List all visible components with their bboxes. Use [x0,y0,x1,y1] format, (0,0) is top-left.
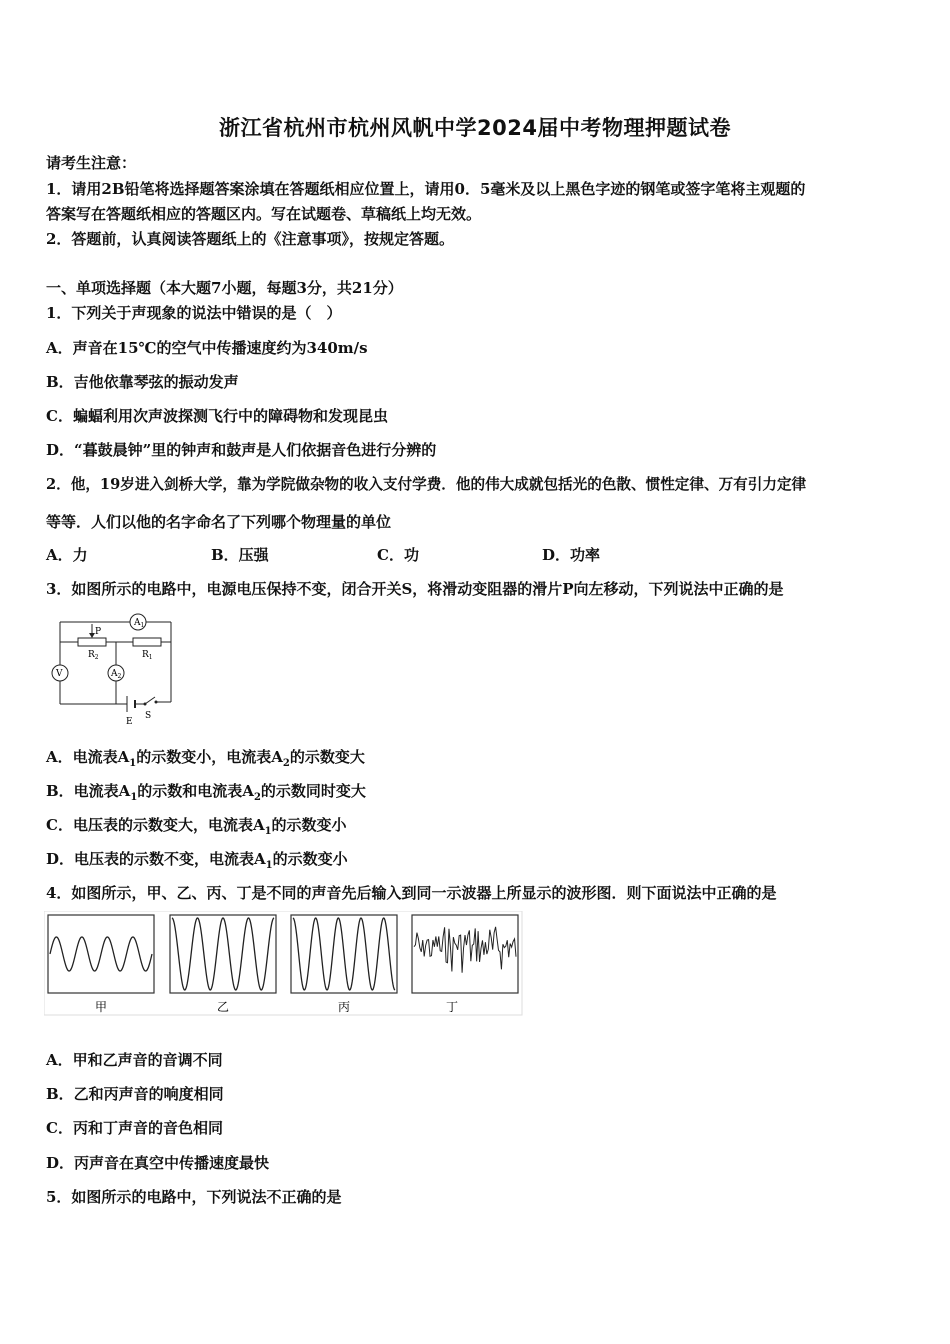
label-s: S [145,711,152,721]
q4-option-c: C．丙和丁声音的音色相同 [46,1119,223,1137]
circuit-diagram [44,606,184,730]
resistor-r1 [133,638,161,646]
waveform-label-ding: 丁 [445,1000,459,1014]
notice-line-1: 1．请用2B铅笔将选择题答案涂填在答题纸相应位置上，请用0．5毫米及以上黑色字迹的钢笔或签字笔将主观题的 [46,180,806,198]
notice-line-3: 2．答题前，认真阅读答题纸上的《注意事项》，按规定答题。 [46,230,454,248]
q1-option-b: B．吉他依靠琴弦的振动发声 [46,373,239,391]
section-heading: 一、单项选择题（本大题7小题，每题3分，共21分） [46,279,403,297]
q3-option-a: A．电流表$A_1$的示数变小，电流表$A_2$的示数变大 [46,748,365,769]
label-r1-sub: 1 [148,654,153,661]
label-a2-sub: 2 [117,673,122,680]
q5-stem: 5．如图所示的电路中，下列说法不正确的是 [46,1188,342,1206]
q4-option-b: B．乙和丙声音的响度相同 [46,1085,224,1103]
q3-option-c: C．电压表的示数变大，电流表$A_1$的示数变小 [46,816,347,837]
label-r1: R [142,650,149,660]
resistor-r2 [78,638,106,646]
svg-text:R2 [88,650,99,661]
q3-option-d: D．电压表的示数不变，电流表$A_1$的示数变小 [46,850,348,871]
q1-option-d: D．“暮鼓晨钟”里的钟声和鼓声是人们依据音色进行分辨的 [46,441,437,459]
q2-option-b: B．压强 [211,546,269,564]
waveform-label-bing: 丙 [337,1000,351,1014]
q3-stem: 3．如图所示的电路中，电源电压保持不变，闭合开关S，将滑动变阻器的滑片P向左移动，下列说法中正确的是 [46,580,784,598]
q1-stem: 1．下列关于声现象的说法中错误的是（ ） [46,304,342,322]
q2-stem-line-1: 2．他，19岁进入剑桥大学，靠为学院做杂物的收入支付学费．他的伟大成就包括光的色散、惯性定律、万有引力定律 [46,476,807,493]
waveform-label-jia: 甲 [94,1000,108,1014]
label-e: E [126,717,133,727]
notice-heading: 请考生注意： [46,154,137,172]
label-a1: A [134,618,141,628]
label-r2: R [88,650,95,660]
q1-option-a: A．声音在15℃的空气中传播速度约为340m/s [46,339,368,357]
waveform-panel-yi [170,915,276,993]
q2-stem-line-2: 等等．人们以他的名字命名了下列哪个物理量的单位 [46,513,392,531]
notice-line-2: 答案写在答题纸相应的答题区内。写在试题卷、草稿纸上均无效。 [46,205,482,223]
q2-option-c: C．功 [377,546,419,564]
switch-s [145,697,155,704]
waveform-label-yi: 乙 [216,1000,230,1014]
label-v: V [56,669,63,679]
label-p: P [95,627,102,637]
label-r2-sub: 2 [94,654,99,661]
q4-stem: 4．如图所示，甲、乙、丙、丁是不同的声音先后输入到同一示波器上所显示的波形图．则下面说法中正确的是 [46,884,777,902]
q2-option-d: D．功率 [542,546,601,564]
q2-option-a: A．力 [46,546,88,564]
q3-option-b: B．电流表$A_1$的示数和电流表$A_2$的示数同时变大 [46,782,366,803]
q4-option-d: D．丙声音在真空中传播速度最快 [46,1154,270,1172]
svg-text:R1 [142,650,153,661]
q1-option-c: C．蝙蝠利用次声波探测飞行中的障碍物和发现昆虫 [46,407,388,425]
q4-option-a: A．甲和乙声音的音调不同 [46,1051,223,1069]
label-a1-sub: 1 [140,622,145,629]
page-title: 浙江省杭州市杭州风帆中学2024届中考物理押题试卷 [219,116,731,140]
waveform-figure [44,911,524,1019]
label-a2: A [111,669,118,679]
